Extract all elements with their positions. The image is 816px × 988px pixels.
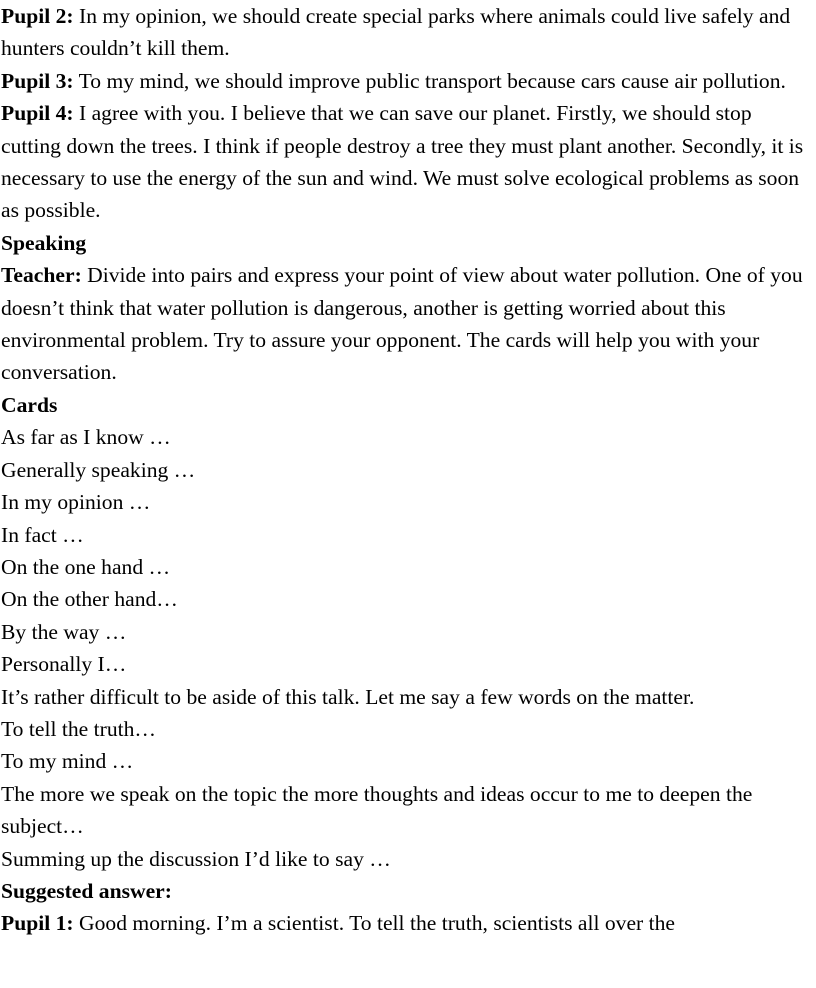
- card-phrase: In my opinion …: [1, 490, 151, 515]
- paragraph-text: To my mind, we should improve public transport because cars cause air pollution.: [73, 68, 786, 93]
- pupil-3-paragraph: [1, 65, 816, 97]
- pupil-2-paragraph: [1, 0, 816, 65]
- card-phrase: On the one hand …: [1, 554, 171, 579]
- card-phrase: The more we speak on the topic the more thoughts and ideas occur to me to deepen the subject…: [1, 781, 753, 839]
- speaker-label: Pupil 3:: [1, 68, 74, 93]
- card-phrase: As far as I know …: [1, 425, 171, 450]
- speaker-label: Pupil 4:: [1, 101, 74, 126]
- speaking-heading: Speaking: [1, 230, 87, 255]
- card-phrase: Generally speaking …: [1, 457, 196, 482]
- suggested-answer-heading: Suggested answer:: [1, 878, 172, 903]
- card-phrase: To my mind …: [1, 749, 134, 774]
- card-phrase: It’s rather difficult to be aside of this talk. Let me say a few words on the matter.: [1, 684, 695, 709]
- card-phrase: To tell the truth…: [1, 716, 157, 741]
- card-phrase: Summing up the discussion I’d like to say …: [1, 846, 391, 871]
- cards-heading: Cards: [1, 392, 58, 417]
- paragraph-text: I agree with you. I believe that we can save our planet. Firstly, we should stop cutting down the trees. I think if people destroy a tree they must plant another. Secondly, it is necessary to use the energy of the sun and wind. We must solve ecological problems as soon as possible.: [1, 101, 804, 223]
- speaker-label: Pupil 2:: [1, 4, 74, 28]
- paragraph-text: Good morning. I’m a scientist. To tell the truth, scientists all over the: [73, 911, 676, 936]
- card-phrase: On the other hand…: [1, 587, 178, 612]
- pupil-1-paragraph: [1, 907, 816, 939]
- paragraph-text: In my opinion, we should create special parks where animals could live safely and hunters couldn’t kill them.: [1, 4, 791, 61]
- card-phrase: By the way …: [1, 619, 127, 644]
- paragraph-text: Divide into pairs and express your point of view about water pollution. One of you doesn’t think that water pollution is dangerous, another is getting worried about this environmental problem. Try to assure your opponent. The cards will help you with your conversation.: [1, 263, 803, 385]
- card-phrase: In fact …: [1, 522, 84, 547]
- speaker-label: Pupil 1:: [1, 911, 74, 936]
- pupil-4-paragraph: [1, 97, 816, 227]
- teacher-paragraph: [1, 259, 816, 389]
- speaker-label: Teacher:: [1, 263, 82, 288]
- card-phrase: Personally I…: [1, 652, 127, 677]
